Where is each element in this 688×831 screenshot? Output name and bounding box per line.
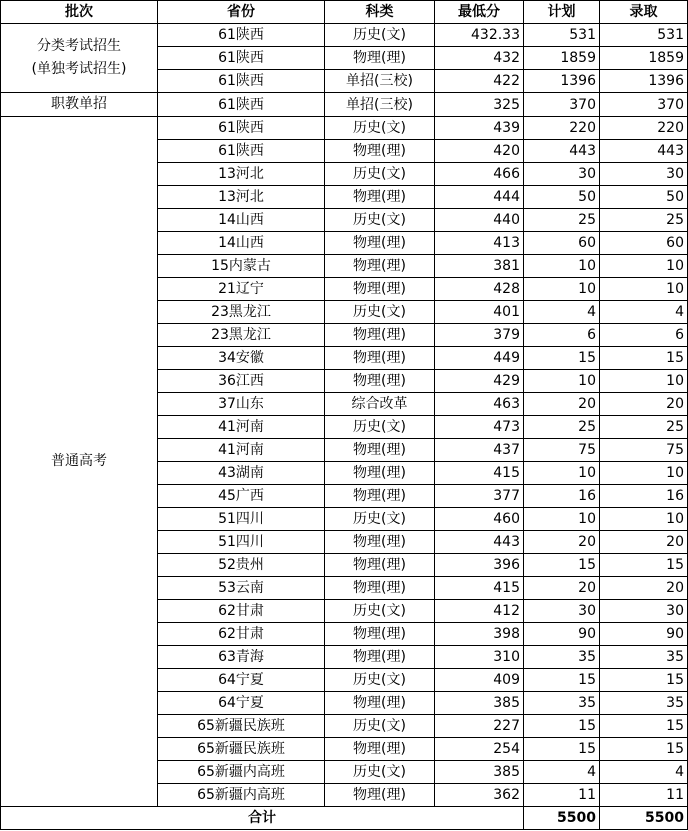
subject-cell: 综合改革 (325, 393, 435, 416)
plan-cell: 90 (524, 623, 600, 646)
plan-cell: 15 (524, 738, 600, 761)
min-score-cell: 439 (435, 117, 524, 140)
province-cell: 51四川 (158, 508, 325, 531)
subject-cell: 物理(理) (325, 278, 435, 301)
min-score-cell: 381 (435, 255, 524, 278)
admitted-cell: 15 (600, 669, 688, 692)
subject-cell: 历史(文) (325, 24, 435, 47)
admitted-cell: 11 (600, 784, 688, 807)
plan-cell: 50 (524, 186, 600, 209)
subject-cell: 物理(理) (325, 623, 435, 646)
min-score-cell: 460 (435, 508, 524, 531)
province-cell: 45广西 (158, 485, 325, 508)
admitted-cell: 20 (600, 577, 688, 600)
min-score-cell: 254 (435, 738, 524, 761)
plan-cell: 10 (524, 278, 600, 301)
subject-cell: 单招(三校) (325, 93, 435, 117)
province-cell: 23黑龙江 (158, 324, 325, 347)
subject-cell: 历史(文) (325, 301, 435, 324)
province-cell: 61陕西 (158, 140, 325, 163)
admitted-cell: 16 (600, 485, 688, 508)
subject-cell: 历史(文) (325, 209, 435, 232)
subject-cell: 物理(理) (325, 738, 435, 761)
subject-cell: 物理(理) (325, 186, 435, 209)
province-cell: 62甘肃 (158, 600, 325, 623)
province-cell: 64宁夏 (158, 692, 325, 715)
admitted-cell: 4 (600, 301, 688, 324)
admitted-cell: 25 (600, 209, 688, 232)
min-score-cell: 440 (435, 209, 524, 232)
header-plan: 计划 (524, 1, 600, 24)
table-row (1, 24, 688, 47)
admitted-cell: 75 (600, 439, 688, 462)
admitted-cell: 1859 (600, 47, 688, 70)
plan-cell: 30 (524, 600, 600, 623)
admitted-cell: 25 (600, 416, 688, 439)
subject-cell: 物理(理) (325, 531, 435, 554)
admitted-cell: 220 (600, 117, 688, 140)
total-plan: 5500 (524, 807, 600, 830)
province-cell: 65新疆民族班 (158, 715, 325, 738)
subject-cell: 物理(理) (325, 47, 435, 70)
province-cell: 15内蒙古 (158, 255, 325, 278)
province-cell: 61陕西 (158, 24, 325, 47)
admitted-cell: 6 (600, 324, 688, 347)
subject-cell: 历史(文) (325, 761, 435, 784)
plan-cell: 30 (524, 163, 600, 186)
subject-cell: 历史(文) (325, 715, 435, 738)
province-cell: 23黑龙江 (158, 301, 325, 324)
plan-cell: 20 (524, 393, 600, 416)
admitted-cell: 35 (600, 646, 688, 669)
min-score-cell: 429 (435, 370, 524, 393)
admitted-cell: 10 (600, 370, 688, 393)
header-province: 省份 (158, 1, 325, 24)
batch-label: 普通高考 (51, 453, 107, 469)
admitted-cell: 443 (600, 140, 688, 163)
province-cell: 65新疆内高班 (158, 784, 325, 807)
min-score-cell: 463 (435, 393, 524, 416)
plan-cell: 370 (524, 93, 600, 117)
plan-cell: 20 (524, 531, 600, 554)
province-cell: 63青海 (158, 646, 325, 669)
province-cell: 61陕西 (158, 117, 325, 140)
province-cell: 65新疆内高班 (158, 761, 325, 784)
province-cell: 43湖南 (158, 462, 325, 485)
admitted-cell: 15 (600, 347, 688, 370)
min-score-cell: 466 (435, 163, 524, 186)
plan-cell: 25 (524, 416, 600, 439)
plan-cell: 4 (524, 761, 600, 784)
admitted-cell: 30 (600, 600, 688, 623)
min-score-cell: 420 (435, 140, 524, 163)
min-score-cell: 385 (435, 761, 524, 784)
plan-cell: 35 (524, 692, 600, 715)
admitted-cell: 15 (600, 738, 688, 761)
plan-cell: 531 (524, 24, 600, 47)
plan-cell: 15 (524, 347, 600, 370)
province-cell: 13河北 (158, 163, 325, 186)
min-score-cell: 325 (435, 93, 524, 117)
plan-cell: 6 (524, 324, 600, 347)
province-cell: 36江西 (158, 370, 325, 393)
province-cell: 14山西 (158, 209, 325, 232)
batch-label: 分类考试招生 (37, 38, 121, 54)
total-admitted: 5500 (600, 807, 688, 830)
subject-cell: 历史(文) (325, 600, 435, 623)
plan-cell: 35 (524, 646, 600, 669)
plan-cell: 16 (524, 485, 600, 508)
plan-cell: 15 (524, 554, 600, 577)
plan-cell: 1859 (524, 47, 600, 70)
plan-cell: 15 (524, 669, 600, 692)
plan-cell: 220 (524, 117, 600, 140)
subject-cell: 物理(理) (325, 255, 435, 278)
min-score-cell: 415 (435, 577, 524, 600)
batch-cell (1, 93, 158, 117)
min-score-cell: 379 (435, 324, 524, 347)
min-score-cell: 432 (435, 47, 524, 70)
header-admitted: 录取 (600, 1, 688, 24)
header-row (1, 1, 688, 24)
admitted-cell: 15 (600, 715, 688, 738)
header-batch: 批次 (1, 1, 158, 24)
province-cell: 37山东 (158, 393, 325, 416)
province-cell: 13河北 (158, 186, 325, 209)
min-score-cell: 415 (435, 462, 524, 485)
subject-cell: 物理(理) (325, 485, 435, 508)
subject-cell: 物理(理) (325, 370, 435, 393)
province-cell: 53云南 (158, 577, 325, 600)
province-cell: 41河南 (158, 416, 325, 439)
min-score-cell: 227 (435, 715, 524, 738)
subject-cell: 历史(文) (325, 669, 435, 692)
total-row (1, 807, 688, 830)
min-score-cell: 412 (435, 600, 524, 623)
subject-cell: 物理(理) (325, 439, 435, 462)
header-subject: 科类 (325, 1, 435, 24)
plan-cell: 4 (524, 301, 600, 324)
batch-label: 职教单招 (51, 96, 107, 112)
plan-cell: 10 (524, 462, 600, 485)
admitted-cell: 10 (600, 255, 688, 278)
min-score-cell: 385 (435, 692, 524, 715)
min-score-cell: 362 (435, 784, 524, 807)
province-cell: 14山西 (158, 232, 325, 255)
min-score-cell: 377 (435, 485, 524, 508)
min-score-cell: 413 (435, 232, 524, 255)
admitted-cell: 50 (600, 186, 688, 209)
subject-cell: 物理(理) (325, 692, 435, 715)
min-score-cell: 398 (435, 623, 524, 646)
subject-cell: 历史(文) (325, 508, 435, 531)
province-cell: 61陕西 (158, 47, 325, 70)
admitted-cell: 60 (600, 232, 688, 255)
subject-cell: 物理(理) (325, 140, 435, 163)
min-score-cell: 422 (435, 70, 524, 93)
plan-cell: 60 (524, 232, 600, 255)
province-cell: 51四川 (158, 531, 325, 554)
subject-cell: 单招(三校) (325, 70, 435, 93)
province-cell: 34安徽 (158, 347, 325, 370)
min-score-cell: 396 (435, 554, 524, 577)
min-score-cell: 401 (435, 301, 524, 324)
admitted-cell: 20 (600, 393, 688, 416)
subject-cell: 物理(理) (325, 462, 435, 485)
subject-cell: 物理(理) (325, 554, 435, 577)
min-score-cell: 437 (435, 439, 524, 462)
province-cell: 65新疆民族班 (158, 738, 325, 761)
total-label: 合计 (1, 807, 524, 830)
admitted-cell: 90 (600, 623, 688, 646)
min-score-cell: 428 (435, 278, 524, 301)
subject-cell: 物理(理) (325, 577, 435, 600)
min-score-cell: 444 (435, 186, 524, 209)
subject-cell: 物理(理) (325, 324, 435, 347)
min-score-cell: 473 (435, 416, 524, 439)
plan-cell: 15 (524, 715, 600, 738)
province-cell: 64宁夏 (158, 669, 325, 692)
province-cell: 21辽宁 (158, 278, 325, 301)
province-cell: 61陕西 (158, 93, 325, 117)
header-min-score: 最低分 (435, 1, 524, 24)
admitted-cell: 15 (600, 554, 688, 577)
table-row (1, 93, 688, 117)
subject-cell: 历史(文) (325, 416, 435, 439)
province-cell: 62甘肃 (158, 623, 325, 646)
plan-cell: 75 (524, 439, 600, 462)
admitted-cell: 10 (600, 508, 688, 531)
province-cell: 41河南 (158, 439, 325, 462)
plan-cell: 20 (524, 577, 600, 600)
min-score-cell: 310 (435, 646, 524, 669)
subject-cell: 历史(文) (325, 163, 435, 186)
plan-cell: 443 (524, 140, 600, 163)
subject-cell: 物理(理) (325, 232, 435, 255)
province-cell: 61陕西 (158, 70, 325, 93)
min-score-cell: 449 (435, 347, 524, 370)
plan-cell: 10 (524, 508, 600, 531)
plan-cell: 1396 (524, 70, 600, 93)
plan-cell: 11 (524, 784, 600, 807)
min-score-cell: 432.33 (435, 24, 524, 47)
min-score-cell: 443 (435, 531, 524, 554)
admitted-cell: 370 (600, 93, 688, 117)
admitted-cell: 30 (600, 163, 688, 186)
admitted-cell: 531 (600, 24, 688, 47)
admitted-cell: 10 (600, 462, 688, 485)
plan-cell: 10 (524, 255, 600, 278)
province-cell: 52贵州 (158, 554, 325, 577)
subject-cell: 物理(理) (325, 784, 435, 807)
batch-cell (1, 117, 158, 807)
batch-label: (单独考试招生) (31, 61, 127, 77)
admitted-cell: 10 (600, 278, 688, 301)
subject-cell: 历史(文) (325, 117, 435, 140)
table-row (1, 117, 688, 140)
min-score-cell: 409 (435, 669, 524, 692)
batch-cell (1, 24, 158, 93)
table-body (1, 24, 688, 807)
plan-cell: 25 (524, 209, 600, 232)
admitted-cell: 35 (600, 692, 688, 715)
plan-cell: 10 (524, 370, 600, 393)
subject-cell: 物理(理) (325, 347, 435, 370)
admitted-cell: 1396 (600, 70, 688, 93)
subject-cell: 物理(理) (325, 646, 435, 669)
admitted-cell: 20 (600, 531, 688, 554)
admitted-cell: 4 (600, 761, 688, 784)
